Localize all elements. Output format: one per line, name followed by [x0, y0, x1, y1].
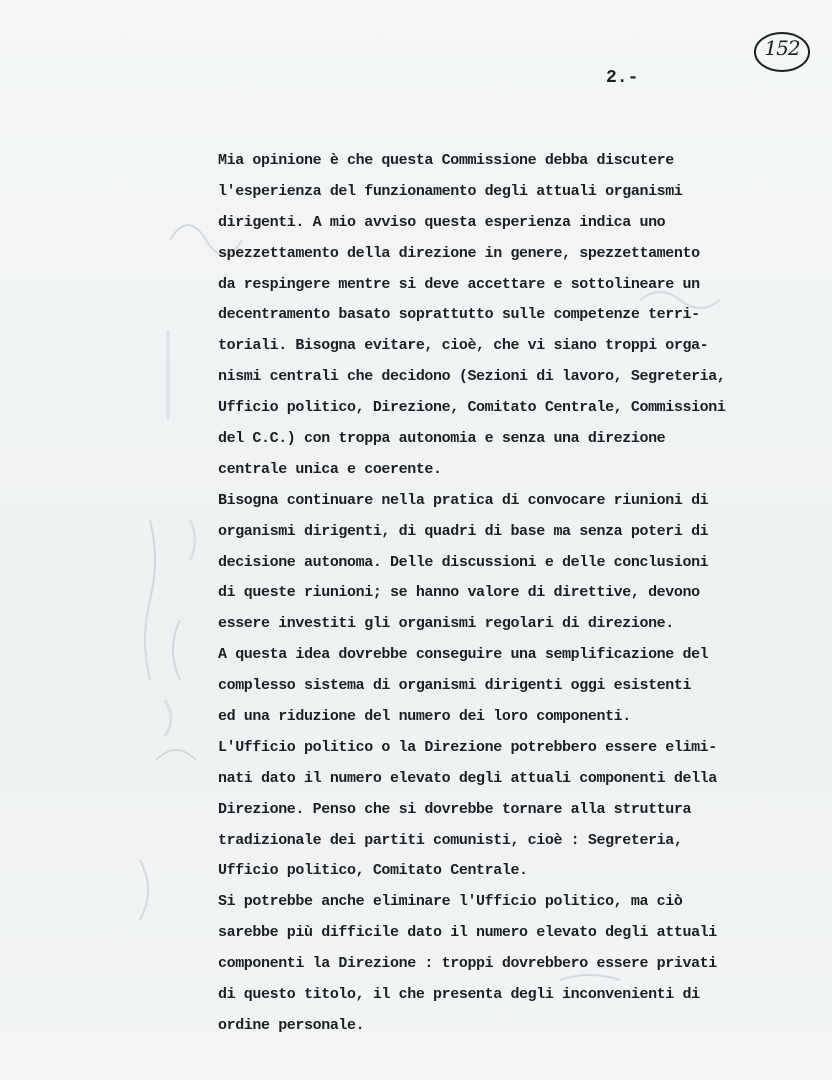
- text-line: centrale unica e coerente.: [218, 460, 442, 478]
- text-line: A questa idea dovrebbe conseguire una semplificazione del: [218, 646, 709, 664]
- text-line: l'esperienza del funzionamento degli attuali organismi: [218, 182, 683, 200]
- text-line: di queste riunioni; se hanno valore di direttive, devono: [218, 584, 700, 602]
- text-line: complesso sistema di organismi dirigenti oggi esistenti: [218, 677, 692, 695]
- text-line: del C.C.) con troppa autonomia e senza una direzione: [218, 430, 666, 448]
- text-line: Mia opinione è che questa Commissione debba discutere: [218, 152, 674, 169]
- text-line: nati dato il numero elevato degli attuali componenti della: [218, 769, 717, 787]
- text-line: ordine personale.: [218, 1016, 365, 1034]
- text-line: Ufficio politico, Direzione, Comitato Centrale, Commissioni: [218, 399, 726, 417]
- text-line: organismi dirigenti, di quadri di base ma senza poteri di: [218, 522, 709, 540]
- text-line: dirigenti. A mio avviso questa esperienza indica uno: [218, 213, 666, 231]
- text-line: ed una riduzione del numero dei loro componenti.: [218, 708, 631, 726]
- text-line: toriali. Bisogna evitare, cioè, che vi siano troppi orga-: [218, 337, 709, 355]
- archive-number: 152: [764, 36, 800, 60]
- text-line: Bisogna continuare nella pratica di convocare riunioni di: [218, 491, 709, 509]
- text-line: Si potrebbe anche eliminare l'Ufficio politico, ma ciò: [218, 893, 683, 911]
- text-line: decentramento basato soprattutto sulle competenze terri-: [218, 306, 700, 324]
- text-line: sarebbe più difficile dato il numero elevato degli attuali: [218, 924, 717, 942]
- text-line: nismi centrali che decidono (Sezioni di lavoro, Segreteria,: [218, 368, 726, 386]
- text-line: decisione autonoma. Delle discussioni e delle conclusioni: [218, 553, 709, 571]
- text-line: spezzettamento della direzione in genere, spezzettamento: [218, 244, 700, 262]
- text-line: L'Ufficio politico o la Direzione potrebbero essere elimi-: [218, 738, 717, 756]
- text-line: componenti la Direzione : troppi dovrebbero essere privati: [218, 955, 717, 973]
- page-number: 2.-: [606, 68, 639, 88]
- text-line: Ufficio politico, Comitato Centrale.: [218, 862, 528, 880]
- text-line: da respingere mentre si deve accettare e sottolineare un: [218, 275, 700, 293]
- text-line: di questo titolo, il che presenta degli inconvenienti di: [218, 986, 700, 1004]
- text-line: tradizionale dei partiti comunisti, cioè : Segreteria,: [218, 831, 683, 849]
- text-line: Direzione. Penso che si dovrebbe tornare alla struttura: [218, 800, 692, 818]
- body-text: [218, 146, 818, 1042]
- text-line: essere investiti gli organismi regolari di direzione.: [218, 615, 674, 633]
